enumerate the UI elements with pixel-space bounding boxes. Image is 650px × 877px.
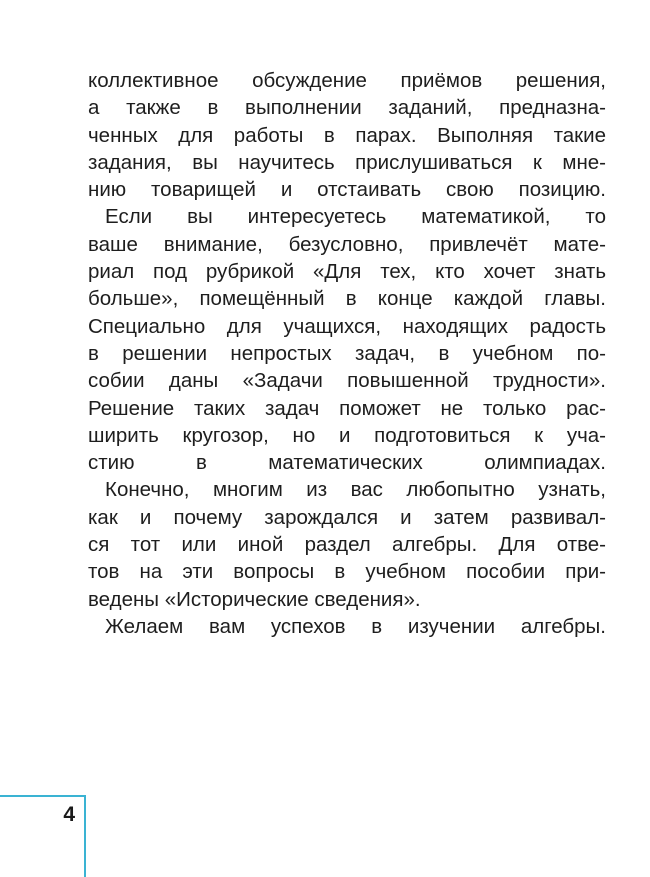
text-line: риал под рубрикой «Для тех, кто хочет знать (88, 260, 606, 284)
text-line: Решение таких задач поможет не только рас- (88, 396, 606, 420)
text-line: нию товарищей и отстаивать свою позицию. (88, 178, 606, 202)
text-line: коллективное обсуждение приёмов решения, (88, 69, 606, 92)
text-line: ведены «Исторические сведения». (88, 587, 421, 611)
page-number-box (0, 795, 86, 877)
text-line: Конечно, многим из вас любопытно узнать, (105, 478, 606, 502)
text-line: ширить кругозор, но и подготовиться к уча- (88, 423, 606, 447)
text-line: больше», помещённый в конце каждой главы. (88, 287, 606, 311)
text-line: ся тот или иной раздел алгебры. Для отве- (88, 533, 606, 557)
paragraph-3 (88, 476, 606, 612)
text-line: ваше внимание, безусловно, привлечёт мате- (88, 232, 606, 256)
text-line: Если вы интересуетесь математикой, то (105, 205, 606, 229)
text-line: стию в математических олимпиадах. (88, 451, 606, 475)
page-number: 4 (63, 803, 75, 826)
paragraph-4 (88, 613, 606, 640)
text-line: тов на эти вопросы в учебном пособии при- (88, 560, 606, 584)
text-line: Желаем вам успехов в изучении алгебры. (105, 614, 606, 638)
page-body-text (88, 67, 606, 640)
paragraph-1 (88, 67, 606, 203)
text-line: Специально для учащихся, находящих радость (88, 314, 606, 338)
text-line: задания, вы научитесь прислушиваться к мне- (88, 150, 606, 174)
paragraph-2 (88, 203, 606, 476)
text-line: собии даны «Задачи повышенной трудности». (88, 369, 606, 393)
text-line: а также в выполнении заданий, предназна- (88, 96, 606, 120)
text-line: как и почему зарождался и затем развивал- (88, 505, 606, 529)
text-line: в решении непростых задач, в учебном по- (88, 341, 606, 365)
text-line: ченных для работы в парах. Выполняя такие (88, 123, 606, 147)
